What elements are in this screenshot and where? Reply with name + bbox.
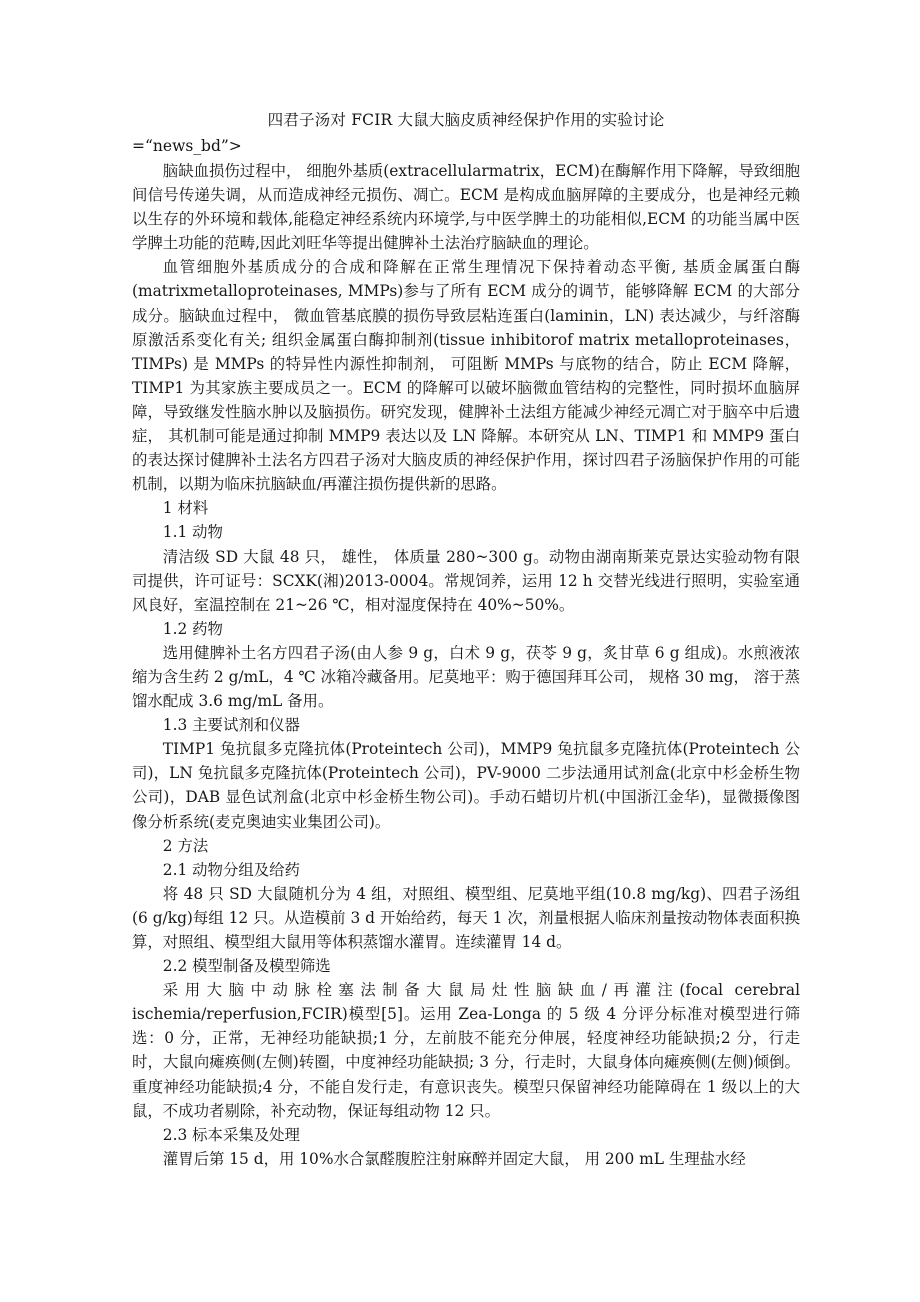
paragraph-sampling: 灌胃后第 15 d，用 10%水合氯醛腹腔注射麻醉并固定大鼠， 用 200 mL 生理盐水经 xyxy=(162,1149,746,1168)
paragraph-model: 采用大脑中动脉栓塞法制备大鼠局灶性脑缺血/再灌注(focal cerebral ischemia/reperfusion,FCIR)模型[5]。运用 Zea-Longa 的 5 级 4 分评分标准对模型进行筛选：0 分，正常，无神经功能缺损;1 分，左前肢不能充分伸展，轻度神经功能缺损;2 分，行走时，大鼠向瘫痪侧(左侧)转圈，中度神经功能缺损; 3 分，行走时，大鼠身体向瘫痪侧(左侧)倾倒。重度神经功能缺损;4 分，不能自发行走，有意识丧失。模型只保留神经功能障碍在 1 级以上的大鼠，不成功者剔除，补充动物，保证每组动物 12 只。 xyxy=(132,981,800,1120)
paragraph-mmps-timps: 血管细胞外基质成分的合成和降解在正常生理情况下保持着动态平衡, 基质金属蛋白酶(matrixmetalloproteinases, MMPs)参与了所有 ECM 成分的调节，能够降解 ECM 的大部分成分。脑缺血过程中， 微血管基底膜的损伤导致层粘连蛋白(laminin，LN) 表达减少，与纤溶酶原激活系变化有关; 组织金属蛋白酶抑制剂(tissue inhibitorof matrix metalloproteinases，TIMPs) 是 MMPs 的特异性内源性抑制剂， 可阻断 MMPs 与底物的结合，防止 ECM 降解，TIMP1 为其家族主要成员之一。ECM 的降解可以破坏脑微血管结构的完整性，同时损坏血脑屏障，导致继发性脑水肿以及脑损伤。研究发现，健脾补土法组方能减少神经元凋亡对于脑卒中后遗症， 其机制可能是通过抑制 MMP9 表达以及 LN 降解。本研究从 LN、TIMP1 和 MMP9 蛋白的表达探讨健脾补土法名方四君子汤对大脑皮质的神经保护作用，探讨四君子汤脑保护作用的可能机制，以期为临床抗脑缺血/再灌注损伤提供新的思路。 xyxy=(132,258,800,494)
page-title: 四君子汤对 FCIR 大鼠大脑皮质神经保护作用的实验讨论 xyxy=(267,111,665,129)
heading-2-1-grouping: 2.1 动物分组及给药 xyxy=(162,860,300,879)
heading-1-2-drugs: 1.2 药物 xyxy=(162,619,223,638)
heading-1-3-reagents: 1.3 主要试剂和仪器 xyxy=(162,716,300,735)
document-body xyxy=(132,159,800,1171)
heading-2-methods: 2 方法 xyxy=(162,836,209,855)
heading-2-2-model: 2.2 模型制备及模型筛选 xyxy=(162,957,331,976)
paragraph-drugs: 选用健脾补土名方四君子汤(由人参 9 g，白术 9 g，茯苓 9 g，炙甘草 6 g 组成)。水煎液浓缩为含生药 2 g/mL，4 ℃ 冰箱冷藏备用。尼莫地平：购于德国拜耳公司， 规格 30 mg， 溶于蒸馏水配成 3.6 mg/mL 备用。 xyxy=(132,643,800,711)
paragraph-grouping: 将 48 只 SD 大鼠随机分为 4 组，对照组、模型组、尼莫地平组(10.8 mg/kg)、四君子汤组(6 g/kg)每组 12 只。从造模前 3 d 开始给药，每天 1 次，剂量根据人临床剂量按动物体表面积换算，对照组、模型组大鼠用等体积蒸馏水灌胃。连续灌胃 14 d。 xyxy=(132,884,800,951)
heading-1-materials: 1 材料 xyxy=(162,499,209,518)
heading-2-3-sampling: 2.3 标本采集及处理 xyxy=(162,1125,300,1144)
html-code-fragment: =“news_bd”> xyxy=(132,137,242,155)
heading-1-1-animals: 1.1 动物 xyxy=(162,523,223,542)
paragraph-animals: 清洁级 SD 大鼠 48 只， 雄性， 体质量 280~300 g。动物由湖南斯莱克景达实验动物有限司提供，许可证号：SCXK(湘)2013-0004。常规饲养，运用 12 h 交替光线进行照明，实验室通风良好，室温控制在 21~26 ℃，相对湿度保持在 40%~50%。 xyxy=(132,547,800,614)
paragraph-intro-ecm: 脑缺血损伤过程中， 细胞外基质(extracellularmatrix，ECM)在酶解作用下降解，导致细胞间信号传递失调，从而造成神经元损伤、凋亡。ECM 是构成血脑屏障的主要成分，也是神经元赖以生存的外环境和载体,能稳定神经系统内环境学,与中医学脾土的功能相似,ECM 的功能当属中医学脾土功能的范畴,因此刘旺华等提出健脾补土法治疗脑缺血的理论。 xyxy=(132,162,800,253)
paragraph-reagents: TIMP1 兔抗鼠多克隆抗体(Proteintech 公司)，MMP9 兔抗鼠多克隆抗体(Proteintech 公司)，LN 兔抗鼠多克隆抗体(Proteintech 公司)，PV-9000 二步法通用试剂盒(北京中杉金桥生物公司)，DAB 显色试剂盒(北京中杉金桥生物公司)。手动石蜡切片机(中国浙江金华)，显微摄像图像分析系统(麦克奥迪实业集团公司)。 xyxy=(132,740,800,831)
